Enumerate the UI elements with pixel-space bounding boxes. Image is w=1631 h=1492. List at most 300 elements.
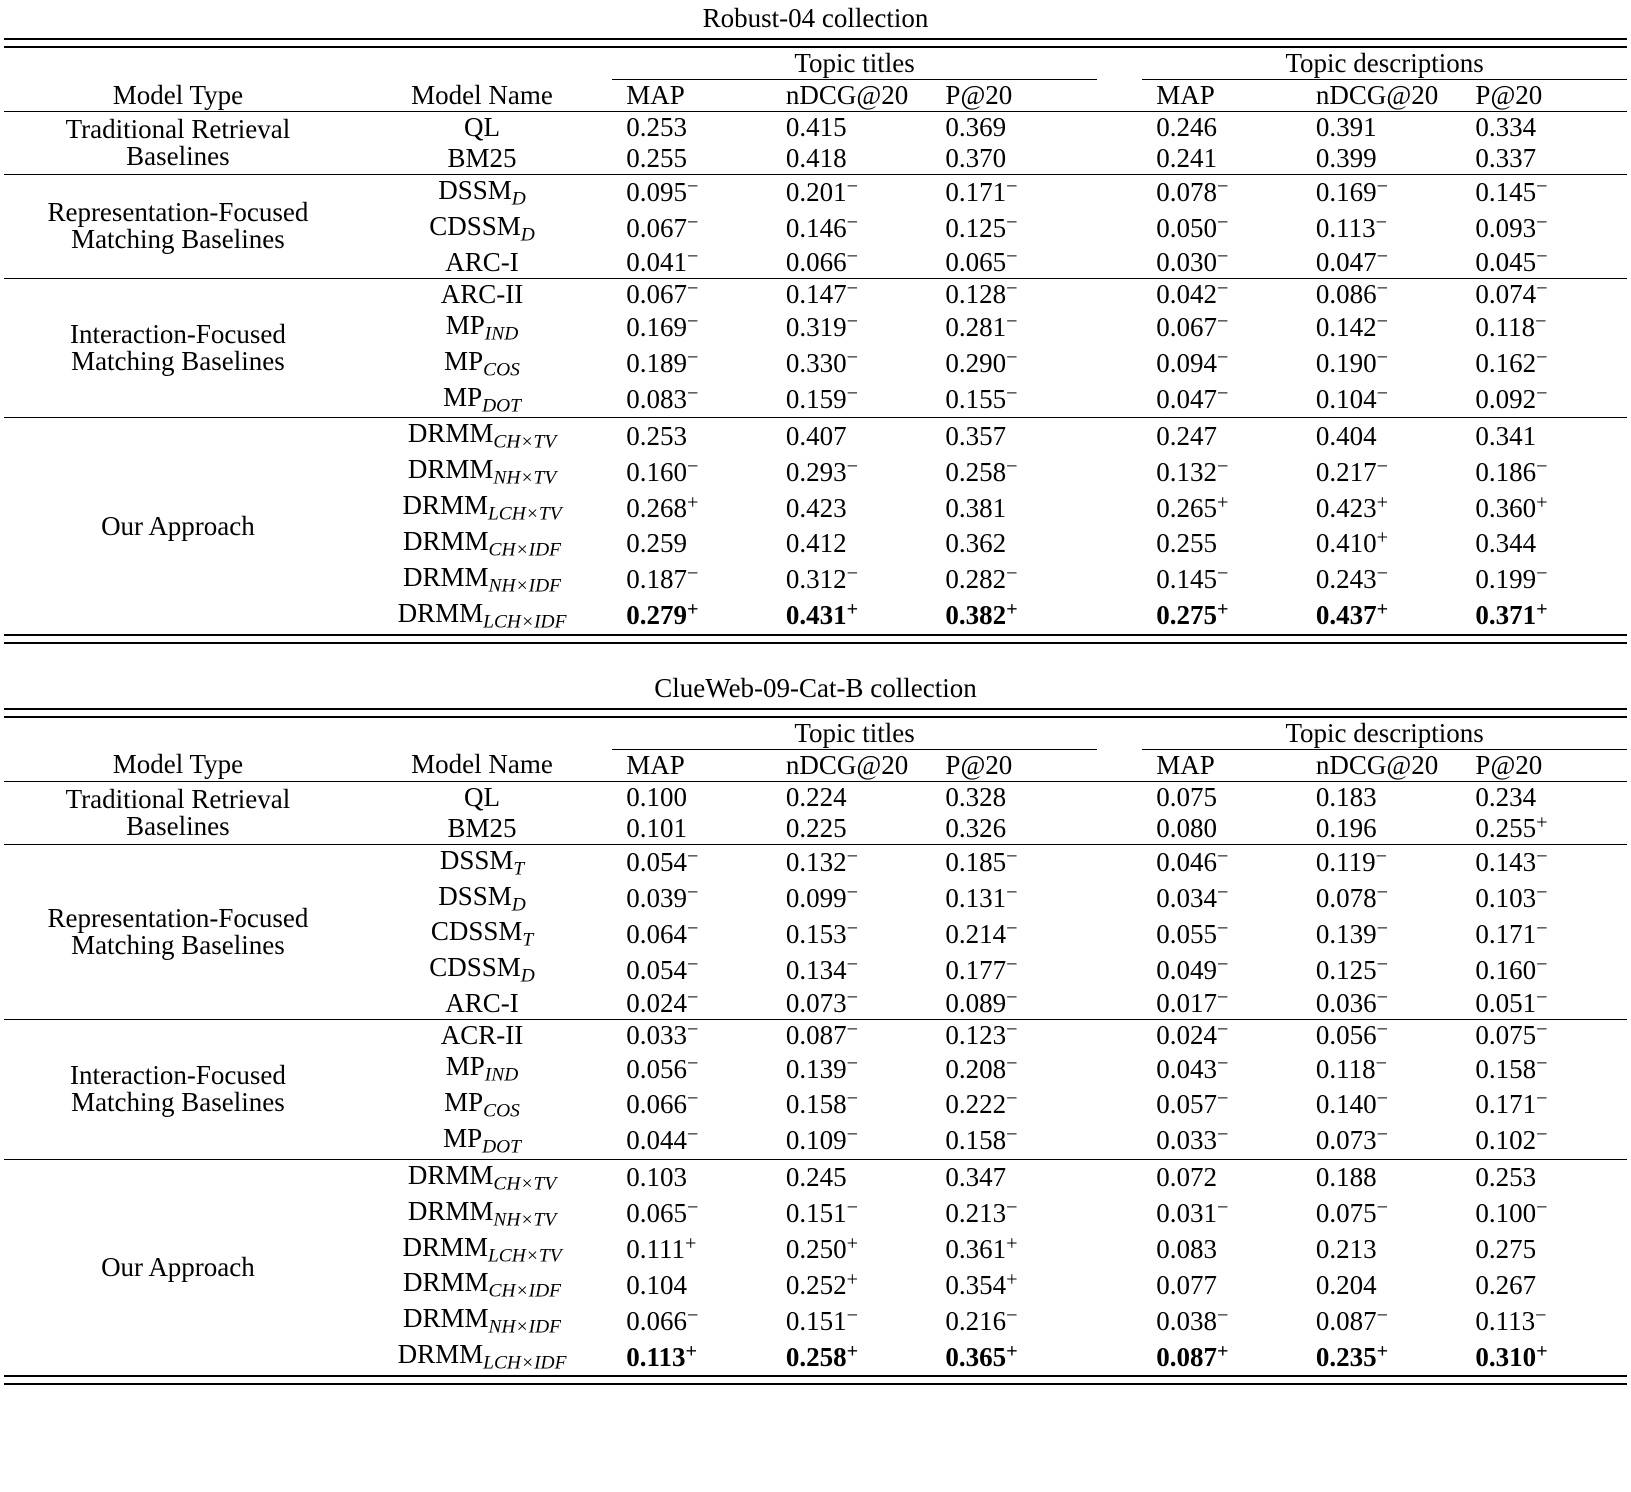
cell-model-name: $MP_{DOT}$ [443, 1122, 521, 1158]
cell-metric-0 [612, 952, 778, 988]
significance-mark: − [1536, 881, 1548, 904]
significance-mark: − [1376, 1018, 1389, 1041]
cell-metric-0 [612, 988, 778, 1019]
metric-value: 0.139 [785, 1053, 847, 1084]
metric-value: 0.293 [785, 456, 847, 487]
cell-metric-3 [1142, 112, 1308, 144]
significance-mark: − [846, 175, 859, 198]
metric-value: 0.267 [1475, 1269, 1537, 1300]
significance-mark: − [846, 562, 859, 585]
significance-mark: − [1536, 382, 1548, 405]
significance-mark: − [1376, 1304, 1389, 1327]
metric-value: 0.072 [1156, 1162, 1217, 1193]
table-row [4, 1020, 1627, 1052]
metric-value: 0.086 [1315, 278, 1377, 309]
table-row [4, 175, 1627, 211]
metric-value: 0.279 [626, 600, 687, 631]
metric-value: 0.423 [785, 492, 847, 523]
metric-value: 0.360 [1475, 492, 1537, 523]
significance-mark: − [846, 845, 859, 868]
significance-mark: − [1006, 1304, 1018, 1327]
significance-mark: − [1216, 211, 1229, 234]
metric-value: 0.158 [785, 1089, 847, 1120]
cell-metric-5 [1467, 881, 1627, 917]
metric-value: 0.056 [1315, 1020, 1377, 1051]
metric-value: 0.036 [1315, 988, 1377, 1019]
cell-metric-4 [1308, 1232, 1468, 1268]
cell-metric-0 [612, 310, 778, 346]
significance-mark: − [846, 277, 859, 300]
cell-metric-2 [937, 1051, 1097, 1087]
significance-mark: − [1006, 1123, 1018, 1146]
row-col-gap [1097, 781, 1142, 813]
results-table [4, 38, 1627, 644]
significance-mark: − [846, 986, 859, 1009]
header-columns-row [4, 749, 1627, 781]
cell-metric-1 [778, 247, 938, 278]
cell-metric-1 [778, 988, 938, 1019]
significance-mark: − [1006, 562, 1018, 585]
cell-metric-2 [937, 1196, 1097, 1232]
table-block-1 [4, 670, 1627, 1385]
model-type-line: Matching Baselines [71, 224, 285, 255]
cell-metric-2 [937, 598, 1097, 635]
metric-value: 0.423 [1315, 492, 1377, 523]
cell-model-name: BM25 [447, 143, 517, 173]
significance-mark: − [1536, 1196, 1548, 1219]
significance-mark: − [1536, 845, 1548, 868]
metric-value: 0.190 [1315, 348, 1377, 379]
metric-value: 0.418 [785, 143, 847, 173]
cell-metric-0 [612, 418, 778, 454]
cell-model-name: $MP_{COS}$ [444, 345, 520, 381]
metric-value: 0.361 [945, 1233, 1007, 1264]
significance-mark: − [1536, 1052, 1548, 1075]
cell-metric-2 [937, 175, 1097, 211]
cell-metric-5 [1467, 454, 1627, 490]
cell-metric-4 [1308, 598, 1468, 635]
cell-metric-5 [1467, 1051, 1627, 1087]
metric-value: 0.030 [1156, 246, 1217, 277]
cell-metric-5 [1467, 1339, 1627, 1376]
cell-model-name: $DRMM_{NH\times IDF}$ [403, 561, 562, 597]
cell-metric-2 [937, 562, 1097, 598]
significance-mark: + [684, 1232, 697, 1255]
row-col-gap [1097, 310, 1142, 346]
significance-mark: + [1216, 598, 1229, 621]
cell-metric-3 [1142, 844, 1308, 880]
cell-metric-2 [937, 278, 1097, 310]
metric-value: 0.391 [1315, 112, 1377, 142]
metric-value: 0.341 [1475, 420, 1537, 451]
cell-metric-2 [937, 526, 1097, 562]
cell-metric-2 [937, 813, 1097, 844]
cell-model-type [4, 1020, 352, 1159]
significance-mark: − [686, 562, 699, 585]
metric-value: 0.095 [626, 177, 687, 208]
header-metric-titles-1: nDCG@20 [785, 80, 909, 110]
model-type-line: Representation-Focused [47, 902, 309, 933]
cell-metric-1 [778, 1159, 938, 1195]
significance-mark: − [1536, 986, 1548, 1009]
metric-value: 0.159 [785, 383, 847, 414]
header-group-row [4, 717, 1627, 750]
significance-mark: − [1216, 881, 1229, 904]
significance-mark: − [1216, 1087, 1229, 1110]
cell-metric-5 [1467, 844, 1627, 880]
model-type-line: Traditional Retrieval [65, 783, 291, 814]
metric-value: 0.171 [1475, 918, 1537, 949]
cell-metric-0 [612, 1267, 778, 1303]
significance-mark: − [846, 1123, 859, 1146]
cell-model-name: BM25 [447, 812, 517, 843]
cell-model-name: $DSSM_D$ [438, 880, 526, 915]
cell-metric-5 [1467, 526, 1627, 562]
metric-value: 0.017 [1156, 988, 1217, 1019]
metric-value: 0.065 [945, 246, 1007, 277]
metric-value: 0.109 [785, 1125, 847, 1156]
model-name-subscript: NH×TV [493, 467, 557, 489]
cell-model-name: ARC-II [440, 278, 524, 309]
header-spacer [352, 717, 612, 750]
cell-metric-3 [1142, 418, 1308, 454]
significance-mark: − [686, 917, 699, 940]
metric-value: 0.381 [945, 492, 1007, 523]
model-name-subscript: CH×TV [493, 431, 557, 453]
cell-metric-1 [778, 781, 938, 813]
cell-metric-4 [1308, 211, 1468, 247]
cell-metric-2 [937, 1339, 1097, 1376]
cell-metric-5 [1467, 143, 1627, 174]
significance-mark: − [1376, 277, 1389, 300]
metric-value: 0.054 [626, 847, 687, 878]
metric-value: 0.225 [785, 812, 847, 843]
significance-mark: − [1006, 953, 1018, 976]
metric-value: 0.147 [785, 278, 847, 309]
significance-mark: + [1006, 1268, 1018, 1291]
metric-value: 0.125 [1315, 954, 1377, 985]
cell-model-name: $MP_{DOT}$ [443, 381, 521, 416]
model-type-line: Baselines [126, 810, 230, 841]
significance-mark: − [1006, 881, 1018, 904]
metric-value: 0.234 [1475, 781, 1537, 812]
cell-model-name: $CDSSM_D$ [429, 952, 535, 987]
metric-value: 0.131 [945, 882, 1007, 913]
metric-value: 0.253 [626, 420, 687, 451]
significance-mark: − [1006, 277, 1018, 300]
cell-metric-4 [1308, 112, 1468, 144]
model-name-subscript: T [513, 858, 525, 880]
cell-metric-3 [1142, 881, 1308, 917]
cell-metric-3 [1142, 1123, 1308, 1159]
row-col-gap [1097, 247, 1142, 278]
cell-metric-3 [1142, 1020, 1308, 1052]
header-topic-titles: Topic titles [612, 717, 1097, 750]
rule-bottom [4, 1376, 1627, 1384]
metric-value: 0.370 [945, 143, 1007, 173]
significance-mark: − [846, 917, 859, 940]
cell-metric-0 [612, 346, 778, 382]
cell-model-name: $DRMM_{CH\times TV}$ [407, 1159, 557, 1195]
cell-metric-4 [1308, 310, 1468, 346]
metric-value: 0.111 [626, 1233, 685, 1264]
significance-mark: − [1216, 1196, 1229, 1219]
cell-metric-5 [1467, 382, 1627, 418]
significance-mark: − [1216, 175, 1229, 198]
metric-value: 0.049 [1156, 954, 1217, 985]
cell-metric-2 [937, 143, 1097, 174]
cell-metric-1 [778, 1087, 938, 1123]
metric-value: 0.213 [1315, 1233, 1377, 1264]
cell-metric-4 [1308, 418, 1468, 454]
metric-value: 0.275 [1475, 1233, 1537, 1264]
cell-metric-2 [937, 382, 1097, 418]
metric-value: 0.255 [1156, 528, 1217, 559]
metric-value: 0.186 [1475, 456, 1537, 487]
significance-mark: − [1216, 277, 1229, 300]
significance-mark: − [1375, 845, 1388, 868]
cell-metric-2 [937, 1267, 1097, 1303]
significance-mark: − [1006, 1087, 1018, 1110]
cell-metric-3 [1142, 1159, 1308, 1195]
cell-model-name: QL [464, 112, 501, 142]
significance-mark: − [846, 1196, 859, 1219]
cell-model-name: $DRMM_{CH\times IDF}$ [403, 526, 562, 561]
header-metric-titles-0: MAP [626, 749, 685, 780]
row-col-gap [1097, 916, 1142, 952]
significance-mark: − [1375, 1052, 1388, 1075]
cell-metric-4 [1308, 916, 1468, 952]
cell-metric-1 [778, 490, 938, 526]
metric-value: 0.046 [1156, 847, 1217, 878]
significance-mark: − [1216, 346, 1229, 369]
significance-mark: − [1216, 917, 1229, 940]
header-col-gap [1097, 717, 1142, 750]
cell-model-name: $DRMM_{LCH\times TV}$ [402, 490, 562, 525]
metric-value: 0.041 [626, 246, 687, 277]
metric-value: 0.365 [945, 1341, 1007, 1372]
cell-metric-2 [937, 211, 1097, 247]
significance-mark: − [1376, 382, 1389, 405]
metric-value: 0.119 [1315, 847, 1376, 878]
table-block-0 [4, 0, 1627, 644]
metric-value: 0.087 [785, 1020, 847, 1051]
metric-value: 0.077 [1156, 1269, 1217, 1300]
metric-value: 0.100 [1475, 1198, 1537, 1229]
cell-metric-5 [1467, 490, 1627, 526]
model-name-subscript: NH×TV [493, 1209, 557, 1231]
cell-metric-2 [937, 490, 1097, 526]
metric-value: 0.158 [1475, 1053, 1537, 1084]
cell-metric-4 [1308, 1159, 1468, 1195]
metric-value: 0.196 [1315, 812, 1377, 843]
model-name-subscript: IND [484, 323, 519, 345]
row-col-gap [1097, 881, 1142, 917]
significance-mark: − [686, 1304, 699, 1327]
row-col-gap [1097, 526, 1142, 562]
significance-mark: − [1535, 1304, 1547, 1327]
model-type-line: Matching Baselines [71, 929, 285, 960]
metric-value: 0.437 [1315, 600, 1377, 631]
metric-value: 0.290 [945, 348, 1007, 379]
cell-metric-3 [1142, 143, 1308, 174]
cell-metric-0 [612, 211, 778, 247]
metric-value: 0.101 [626, 812, 687, 843]
metric-value: 0.064 [626, 918, 687, 949]
cell-metric-3 [1142, 1196, 1308, 1232]
metric-value: 0.067 [626, 278, 687, 309]
significance-mark: − [1006, 845, 1018, 868]
significance-mark: − [1006, 175, 1018, 198]
metric-value: 0.258 [785, 1341, 847, 1372]
metric-value: 0.334 [1475, 112, 1537, 142]
cell-metric-4 [1308, 526, 1468, 562]
metric-value: 0.162 [1475, 348, 1537, 379]
cell-metric-4 [1308, 1267, 1468, 1303]
significance-mark: − [846, 211, 859, 234]
metric-value: 0.189 [626, 348, 687, 379]
metric-value: 0.100 [626, 781, 687, 812]
row-col-gap [1097, 1267, 1142, 1303]
significance-mark: + [846, 598, 859, 621]
cell-metric-5 [1467, 310, 1627, 346]
cell-metric-4 [1308, 382, 1468, 418]
row-col-gap [1097, 1051, 1142, 1087]
metric-value: 0.066 [785, 246, 847, 277]
cell-metric-3 [1142, 346, 1308, 382]
significance-mark: − [1006, 346, 1018, 369]
metric-value: 0.255 [626, 143, 687, 173]
header-spacer [4, 717, 352, 750]
significance-mark: − [1536, 277, 1548, 300]
significance-mark: − [846, 245, 859, 268]
cell-metric-1 [778, 952, 938, 988]
cell-metric-2 [937, 781, 1097, 813]
cell-metric-1 [778, 112, 938, 144]
cell-metric-3 [1142, 562, 1308, 598]
cell-metric-2 [937, 346, 1097, 382]
significance-mark: − [846, 382, 859, 405]
metric-value: 0.123 [945, 1020, 1007, 1051]
significance-mark: − [1216, 845, 1229, 868]
significance-mark: − [1376, 310, 1389, 333]
cell-metric-1 [778, 310, 938, 346]
cell-metric-0 [612, 1196, 778, 1232]
significance-mark: + [846, 1268, 859, 1291]
metric-value: 0.146 [785, 213, 847, 244]
metric-value: 0.033 [626, 1020, 687, 1051]
cell-metric-5 [1467, 1020, 1627, 1052]
significance-mark: − [686, 1196, 699, 1219]
cell-model-name: $MP_{COS}$ [444, 1087, 520, 1122]
metric-value: 0.087 [1315, 1305, 1377, 1336]
cell-metric-2 [937, 1232, 1097, 1268]
metric-value: 0.319 [785, 312, 847, 343]
cell-metric-3 [1142, 1303, 1308, 1339]
significance-mark: − [846, 455, 859, 478]
metric-value: 0.050 [1156, 213, 1217, 244]
metric-value: 0.160 [626, 456, 687, 487]
cell-metric-1 [778, 1303, 938, 1339]
metric-value: 0.094 [1156, 348, 1217, 379]
cell-metric-4 [1308, 988, 1468, 1019]
tables-root [4, 0, 1627, 1385]
cell-metric-4 [1308, 278, 1468, 310]
cell-metric-2 [937, 881, 1097, 917]
cell-metric-5 [1467, 562, 1627, 598]
cell-model-name: $DRMM_{NH\times IDF}$ [403, 1303, 562, 1338]
cell-metric-5 [1467, 598, 1627, 635]
model-type-line: Interaction-Focused [69, 319, 286, 350]
significance-mark: − [846, 346, 859, 369]
metric-value: 0.282 [945, 564, 1007, 595]
row-col-gap [1097, 1123, 1142, 1159]
table-caption: Robust-04 collection [702, 3, 929, 33]
model-name-subscript: LCH×TV [487, 1244, 562, 1266]
cell-metric-5 [1467, 916, 1627, 952]
cell-metric-1 [778, 562, 938, 598]
cell-metric-1 [778, 598, 938, 635]
significance-mark: + [686, 598, 699, 621]
metric-value: 0.057 [1156, 1089, 1217, 1120]
metric-value: 0.034 [1156, 882, 1217, 913]
significance-mark: − [1536, 211, 1548, 234]
metric-value: 0.128 [945, 278, 1007, 309]
cell-metric-0 [612, 813, 778, 844]
metric-value: 0.087 [1156, 1341, 1217, 1372]
significance-mark: + [1376, 491, 1389, 514]
metric-value: 0.078 [1315, 882, 1377, 913]
metric-value: 0.045 [1475, 246, 1537, 277]
row-col-gap [1097, 418, 1142, 454]
significance-mark: − [1006, 1196, 1018, 1219]
significance-mark: − [1216, 562, 1229, 585]
metric-value: 0.103 [626, 1162, 687, 1193]
metric-value: 0.104 [626, 1269, 687, 1300]
header-topic-titles: Topic titles [612, 47, 1097, 80]
model-name-subscript: NH×IDF [488, 575, 562, 597]
model-name-subscript: LCH×IDF [483, 1352, 567, 1374]
significance-mark: − [686, 455, 699, 478]
significance-mark: − [686, 1123, 699, 1146]
metric-value: 0.330 [785, 348, 847, 379]
cell-metric-5 [1467, 112, 1627, 144]
metric-value: 0.151 [785, 1198, 847, 1229]
significance-mark: − [1216, 455, 1229, 478]
metric-value: 0.171 [1475, 1089, 1537, 1120]
cell-metric-4 [1308, 454, 1468, 490]
cell-metric-0 [612, 881, 778, 917]
significance-mark: + [1216, 491, 1229, 514]
significance-mark: − [1006, 211, 1018, 234]
metric-value: 0.102 [1475, 1125, 1537, 1156]
row-col-gap [1097, 143, 1142, 174]
metric-value: 0.047 [1156, 383, 1217, 414]
metric-value: 0.310 [1475, 1341, 1537, 1372]
cell-metric-1 [778, 211, 938, 247]
significance-mark: − [846, 1304, 859, 1327]
significance-mark: − [686, 382, 699, 405]
significance-mark: − [686, 1018, 699, 1041]
model-name-subscript: CH×TV [493, 1173, 557, 1195]
metric-value: 0.204 [1315, 1269, 1377, 1300]
model-name-subscript: D [511, 893, 526, 915]
significance-mark: − [686, 845, 699, 868]
significance-mark: − [686, 211, 699, 234]
significance-mark: − [1006, 455, 1018, 478]
metric-value: 0.043 [1156, 1053, 1217, 1084]
metric-value: 0.337 [1475, 143, 1537, 173]
